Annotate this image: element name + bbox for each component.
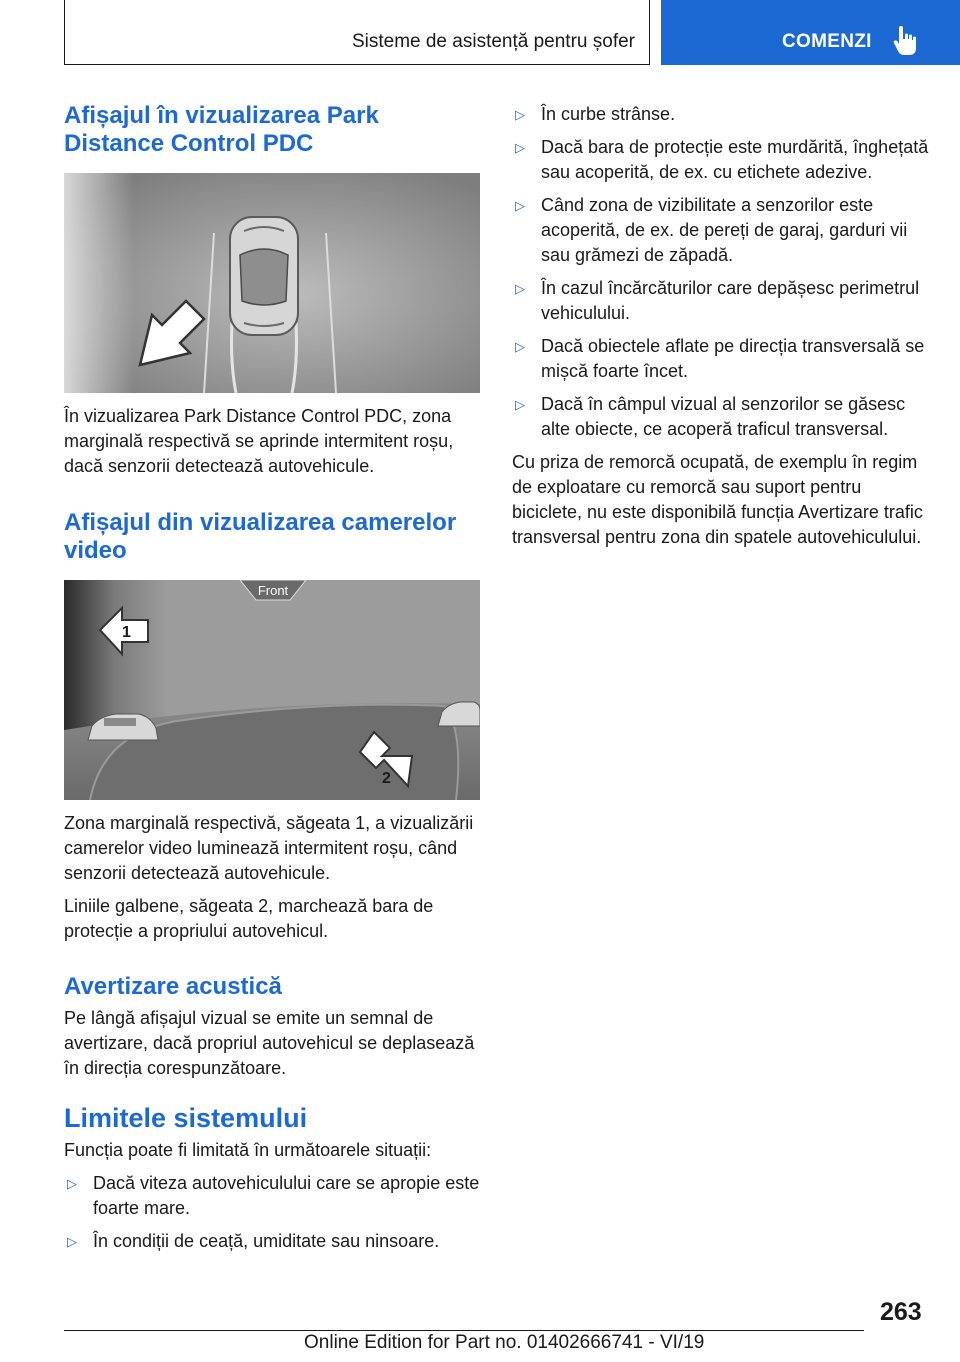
list-item: ▷ În curbe strânse. [512,102,932,127]
left-column [64,102,482,1254]
list-item: ▷ Dacă în câmpul vizual al senzorilor se găsesc alte obiecte, ce acoperă traficul transversal. [515,394,906,439]
limits-list-right [512,102,932,442]
triangle-bullet-icon: ▷ [67,1176,77,1191]
front-label: Front [257,583,289,598]
triangle-bullet-icon: ▷ [515,140,525,155]
highlighted-side-zone [64,173,134,393]
paragraph-acoustic-warning: Pe lângă afișajul vizual se emite un semnal de avertizare, dacă propriul autovehicul se deplasează în direcția corespunzătoare. [64,1008,475,1078]
triangle-bullet-icon: ▷ [515,397,525,412]
triangle-bullet-icon: ▷ [67,1234,77,1249]
heading-acoustic-warning: Avertizare acustică [64,973,282,1000]
list-item: ▷ Dacă viteza autovehiculului care se apropie este foarte mare. [67,1173,480,1218]
paragraph-yellow-lines: Liniile galbene, săgeata 2, marchează bara de protecție a propriului autovehicul. [64,896,434,941]
chapter-label: COMENZI [782,31,872,52]
chapter-tab[interactable] [661,0,960,65]
triangle-bullet-icon: ▷ [515,339,525,354]
list-item: ▷ În cazul încărcăturilor care depășesc perimetrul vehiculului. [515,278,920,323]
paragraph-limits-intro: Funcția poate fi limitată în următoarele situații: [64,1140,432,1160]
limits-list-left [64,1171,482,1254]
section-title: Sisteme de asistență pentru șofer [351,31,635,52]
triangle-bullet-icon: ▷ [515,107,525,122]
list-item: ▷ Dacă bara de protecție este murdărită, înghețată sau acoperită, de ex. cu etichete adezive. [515,137,929,182]
triangle-bullet-icon: ▷ [515,198,525,213]
right-column [512,102,932,550]
list-item: ▷ Când zona de vizibilitate a senzorilor este acoperită, de ex. de pereți de garaj, garduri vii sau grămezi de zăpadă. [515,195,908,265]
list-item: ▷ Dacă obiectele aflate pe direcția transversală se mișcă foarte încet. [515,336,925,381]
paragraph-camera-description: Zona marginală respectivă, săgeata 1, a vizualizării camerelor video luminează intermitent roșu, când senzorii detectează autovehicule. [64,813,474,883]
car-top-view [230,217,298,335]
callout-number-1: 1 [122,624,131,641]
figure-camera-view [64,580,480,800]
pdc-view-illustration [64,173,480,393]
footer-divider [64,1330,864,1331]
page-number: 263 [880,1298,922,1326]
camera-view-illustration [64,580,480,800]
paragraph-trailer-note: Cu priza de remorcă ocupată, de exemplu în regim de exploatare cu remorcă sau suport pentru biciclete, nu este disponibilă funcția Avertizare trafic transversal pentru zona din spatele autovehiculului. [512,452,923,547]
edition-info: Online Edition for Part no. 01402666741 - VI/19 [304,1332,705,1353]
list-item: ▷ În condiții de ceață, umiditate sau ninsoare. [64,1229,482,1254]
paragraph-pdc-description: În vizualizarea Park Distance Control PDC, zona marginală respectivă se aprinde intermitent roșu, dacă senzorii detectează autovehicule. [64,406,454,476]
pointing-hand-icon [893,26,919,56]
callout-number-2: 2 [382,770,391,787]
heading-pdc-display: Afișajul în vizualizarea Park Distance Control PDC [64,102,379,157]
heading-camera-display: Afișajul din vizualizarea camerelor video [64,509,457,564]
header-section-box [64,0,650,65]
figure-pdc-view [64,173,480,393]
heading-system-limits: Limitele sistemului [64,1103,308,1133]
triangle-bullet-icon: ▷ [515,281,525,296]
